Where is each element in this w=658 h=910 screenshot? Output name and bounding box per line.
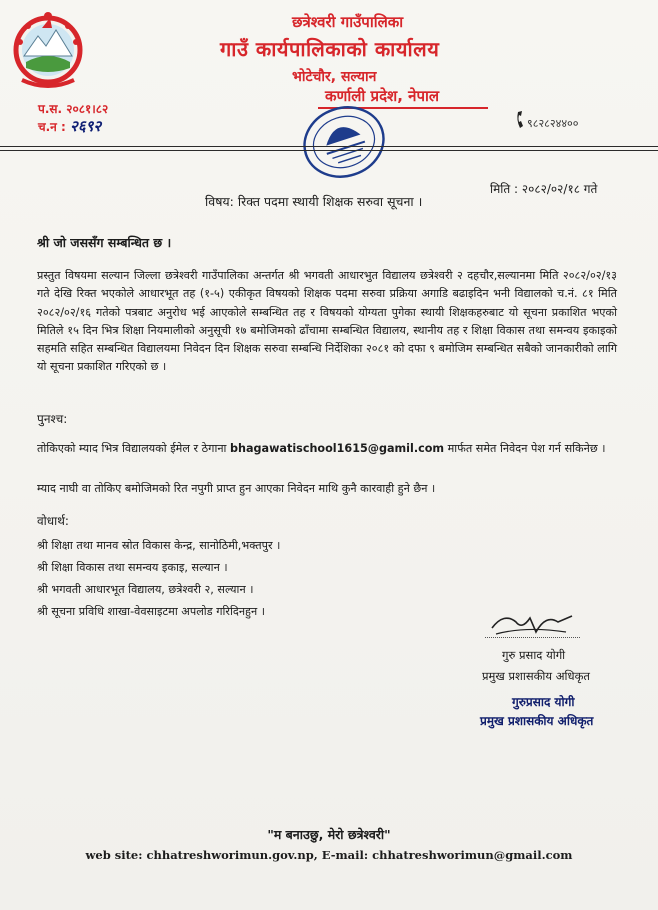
cc-item: श्री शिक्षा विकास तथा समन्वय इकाइ, सल्यान । [37, 561, 228, 574]
signatory-name: गुरु प्रसाद योगी [502, 648, 566, 662]
footer-contact [0, 848, 658, 862]
stamp-title: प्रमुख प्रशासकीय अधिकृत [480, 714, 594, 728]
municipality-name: छत्रेश्वरी गाउँपालिका [292, 13, 404, 31]
cc-item: श्री भगवती आधारभूत विद्यालय, छत्रेश्वरी २, सल्यान । [37, 583, 254, 596]
header-divider [0, 146, 658, 147]
postscript-1-pre: तोकिएको म्याद भित्र विद्यालयको ईमेल र ठेगाना [37, 442, 231, 455]
subject-text: रिक्त पदमा स्थायी शिक्षक सरुवा सूचना । [237, 194, 423, 209]
cc-label: वोधार्थ: [37, 514, 69, 528]
notice-body: प्रस्तुत विषयमा सल्यान जिल्ला छत्रेश्वरी गाउँपालिका अन्तर्गत श्री भगवती आधारभुत विद्यालय छत्रेश्वरी २ दहचौर,सल्यानमा मिति २०८२/०२/१३ गते देखि रिक्त भएकोले आधारभूत तह (१-५) एकीकृत विषयको शिक्षक पदमा सरुवा प्रक्रिया अगाडि बढाइदिन भनी विद्यालको च.नं. ८१ मिति २०८२/०२/१६ गतेको पत्रबाट अनुरोध भई आएकोले सम्बन्धित तह र विषयको योग्यता पुगेका स्थायी शिक्षकहरुबाट यो सूचना प्रकाशित भएको मितिले १५ दिन भित्र शिक्षा नियमालीको अनुसूची १७ बमोजिमको ढाँचामा सम्बन्धित विद्यालय, स्थानीय तह र शिक्षा विकास तथा समन्वय इकाइको सहमति सहित सम्बन्धित विद्यालयमा निवेदन दिन शिक्षक सरुवा सम्बन्धि निर्देशिका २०८१ को दफा ९ बमोजिम सम्बन्धित सबैको जानकारीको लागि यो सूचना प्रकाशित गरिएको छ । [37, 269, 617, 374]
website-link[interactable]: chhatreshworimun.gov.np, [146, 848, 318, 862]
postscript-line-1 [37, 440, 627, 457]
postscript-label: पुनश्च: [37, 412, 68, 426]
notice-subject [205, 193, 422, 210]
province-name: कर्णाली प्रदेश, नेपाल [325, 87, 440, 105]
footer-slogan: "म बनाउछु, मेरो छत्रेश्वरी" [267, 827, 391, 842]
cc-list [37, 535, 280, 623]
ps-label: प.स. [38, 102, 63, 116]
signature-icon [486, 608, 581, 638]
email-label: E-mail: [321, 848, 369, 862]
date-label: मिति : [490, 182, 519, 196]
signatory-title: प्रमुख प्रशासकीय अधिकृत [482, 669, 590, 683]
school-email-link[interactable]: bhagawatischool1615@gamil.com [230, 442, 445, 455]
cc-item: श्री सूचना प्रविधि शाखा-वेवसाइटमा अपलोड गरिदिनहुन । [37, 605, 265, 618]
office-name: गाउँ कार्यपालिकाको कार्यालय [220, 37, 440, 61]
office-stamp-icon [298, 100, 390, 184]
chn-value: २६९२ [70, 117, 102, 135]
email-link[interactable]: chhatreshworimun@gmail.com [372, 848, 573, 862]
phone-icon [515, 110, 527, 130]
chn-label: च.न : [38, 120, 66, 134]
chalani-number [38, 116, 101, 136]
office-address: भोटेचौर, सल्यान [292, 69, 377, 85]
stamp-name: गुरुप्रसाद योगी [512, 695, 575, 709]
notice-date [490, 180, 597, 197]
subject-label: विषय: [205, 194, 234, 209]
signature-line [485, 637, 580, 638]
phone-number: ९८२८२४४०० [527, 117, 579, 130]
ps-value: २०८१।८२ [66, 102, 109, 116]
nepal-emblem-icon [6, 6, 90, 90]
postscript-line-2: म्याद नाघी वा तोकिए बमोजिमको रित नपुगी प्राप्त हुन आएका निवेदन माथि कुनै कारवाही हुने छैन । [37, 482, 436, 495]
website-label: web site: [85, 848, 143, 862]
header-divider-thin [0, 150, 658, 151]
patra-sankhya [38, 100, 108, 117]
greeting: श्री जो जससँग सम्बन्धित छ । [37, 235, 172, 250]
postscript-1-post: मार्फत समेत निवेदन पेश गर्न सकिनेछ । [444, 442, 606, 455]
cc-item: श्री शिक्षा तथा मानव स्रोत विकास केन्द्र, सानोठिमी,भक्तपुर । [37, 539, 281, 552]
date-value: २०८२/०२/१८ गते [521, 182, 598, 196]
